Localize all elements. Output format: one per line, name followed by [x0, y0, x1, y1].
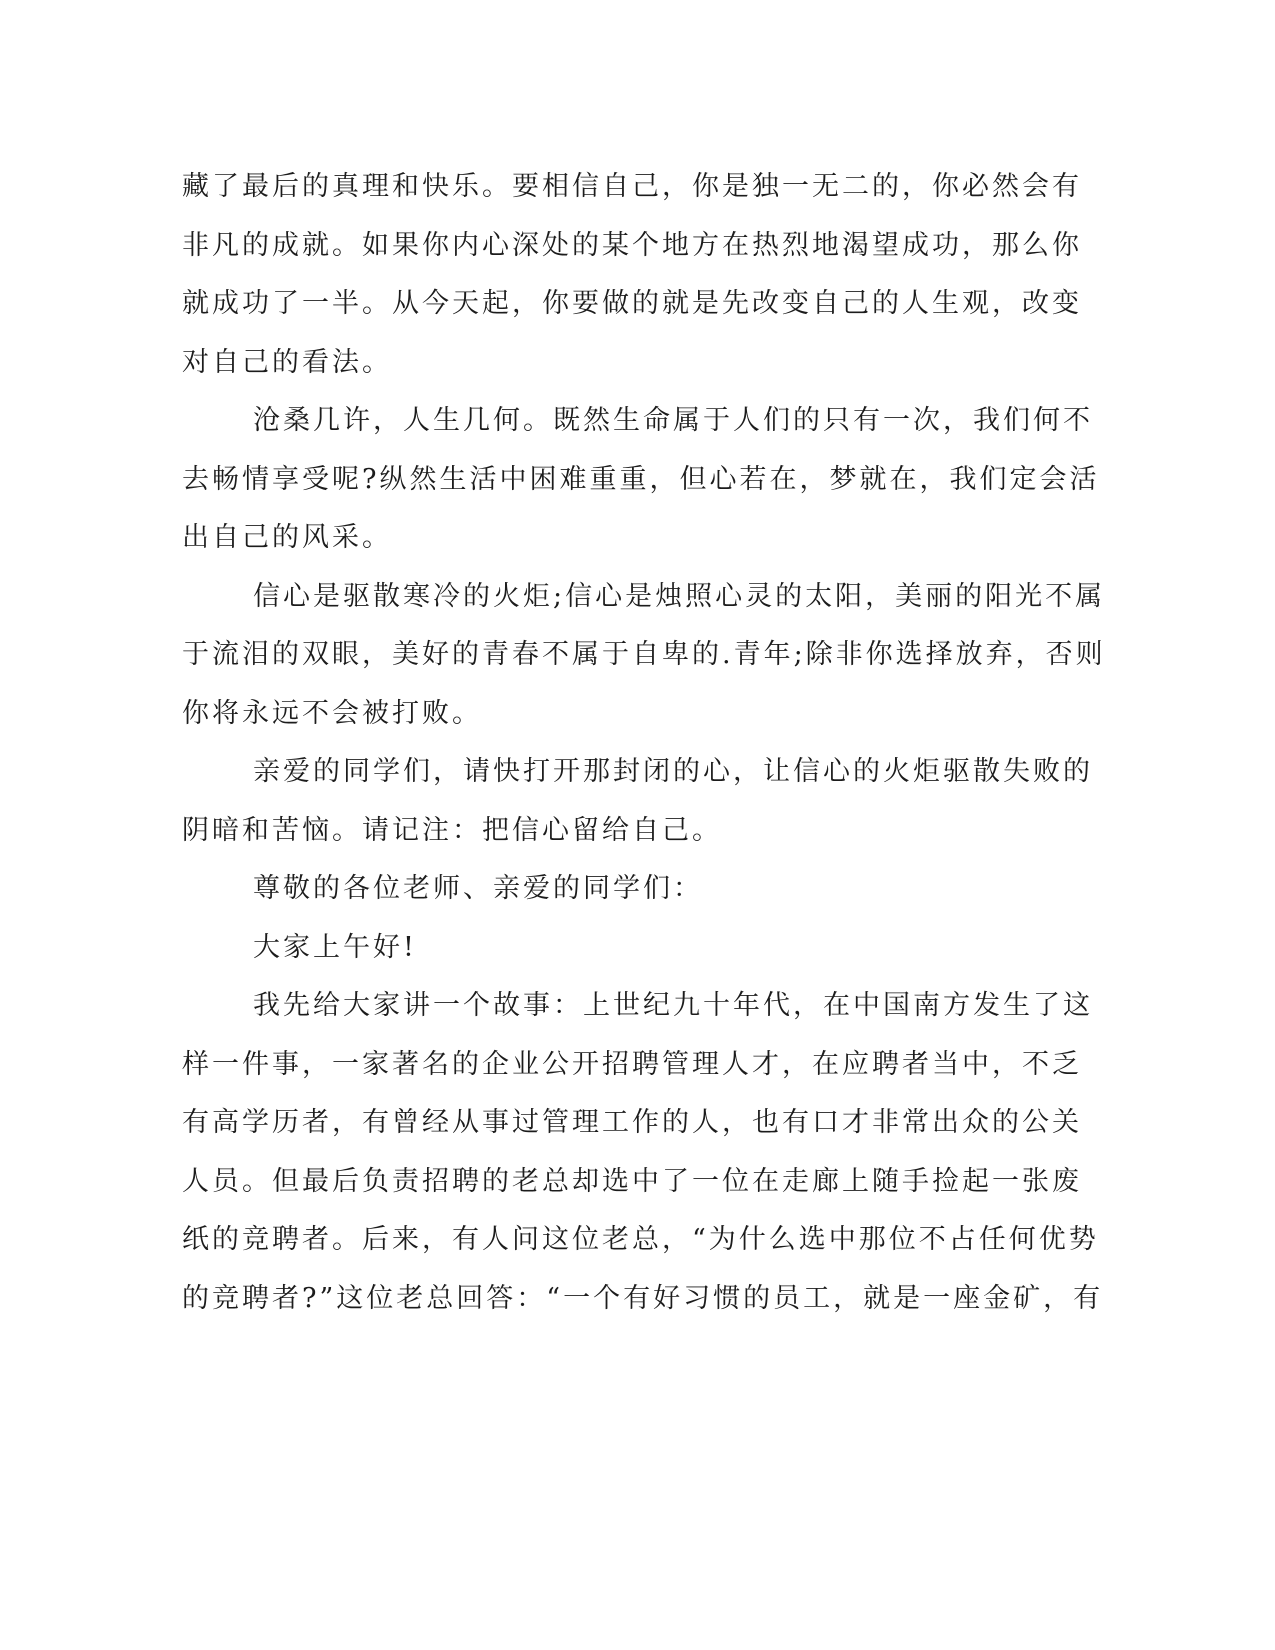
text-line: 藏了最后的真理和快乐。要相信自己，你是独一无二的，你必然会有	[182, 171, 1082, 202]
paragraph	[182, 919, 1052, 978]
text-line: 非凡的成就。如果你内心深处的某个地方在热烈地渴望成功，那么你	[182, 229, 1082, 261]
paragraph	[182, 743, 1093, 860]
text-line: 的竞聘者?”这位老总回答：“一个有好习惯的员工，就是一座金矿，有	[182, 1282, 1104, 1314]
text-line: 亲爱的同学们，请快打开那封闭的心，让信心的火炬驱散失败的	[253, 756, 1093, 787]
text-line: 就成功了一半。从今天起，你要做的就是先改变自己的人生观，改变	[182, 288, 1082, 319]
text-line: 我先给大家讲一个故事：上世纪九十年代，在中国南方发生了这	[253, 990, 1093, 1021]
text-line: 大家上午好!	[253, 931, 417, 963]
text-line: 沧桑几许，人生几何。既然生命属于人们的只有一次，我们何不	[253, 405, 1093, 436]
text-line: 你将永远不会被打败。	[182, 697, 482, 729]
paragraph	[182, 158, 1082, 392]
text-line: 信心是驱散寒冷的火炬;信心是烛照心灵的太阳，美丽的阳光不属	[253, 580, 1106, 612]
paragraph	[182, 977, 1104, 1328]
text-line: 尊敬的各位老师、亲爱的同学们：	[253, 873, 703, 904]
text-line: 人员。但最后负责招聘的老总却选中了一位在走廊上随手捡起一张废	[182, 1165, 1082, 1197]
document-body	[182, 158, 1106, 1328]
text-line: 样一件事，一家著名的企业公开招聘管理人才，在应聘者当中，不乏	[182, 1048, 1082, 1080]
paragraph	[182, 860, 1052, 919]
text-line: 于流泪的双眼，美好的青春不属于自卑的.青年;除非你选择放弃，否则	[182, 639, 1106, 670]
text-line: 去畅情享受呢?纵然生活中困难重重，但心若在，梦就在，我们定会活	[182, 463, 1100, 495]
paragraph	[182, 568, 1106, 744]
paragraph	[182, 392, 1100, 568]
text-line: 对自己的看法。	[182, 346, 392, 378]
text-line: 阴暗和苦恼。请记注：把信心留给自己。	[182, 814, 722, 846]
text-line: 纸的竞聘者。后来，有人问这位老总，“为什么选中那位不占任何优势	[182, 1224, 1099, 1255]
text-line: 有高学历者，有曾经从事过管理工作的人，也有口才非常出众的公关	[182, 1107, 1082, 1138]
text-line: 出自己的风采。	[182, 522, 392, 553]
